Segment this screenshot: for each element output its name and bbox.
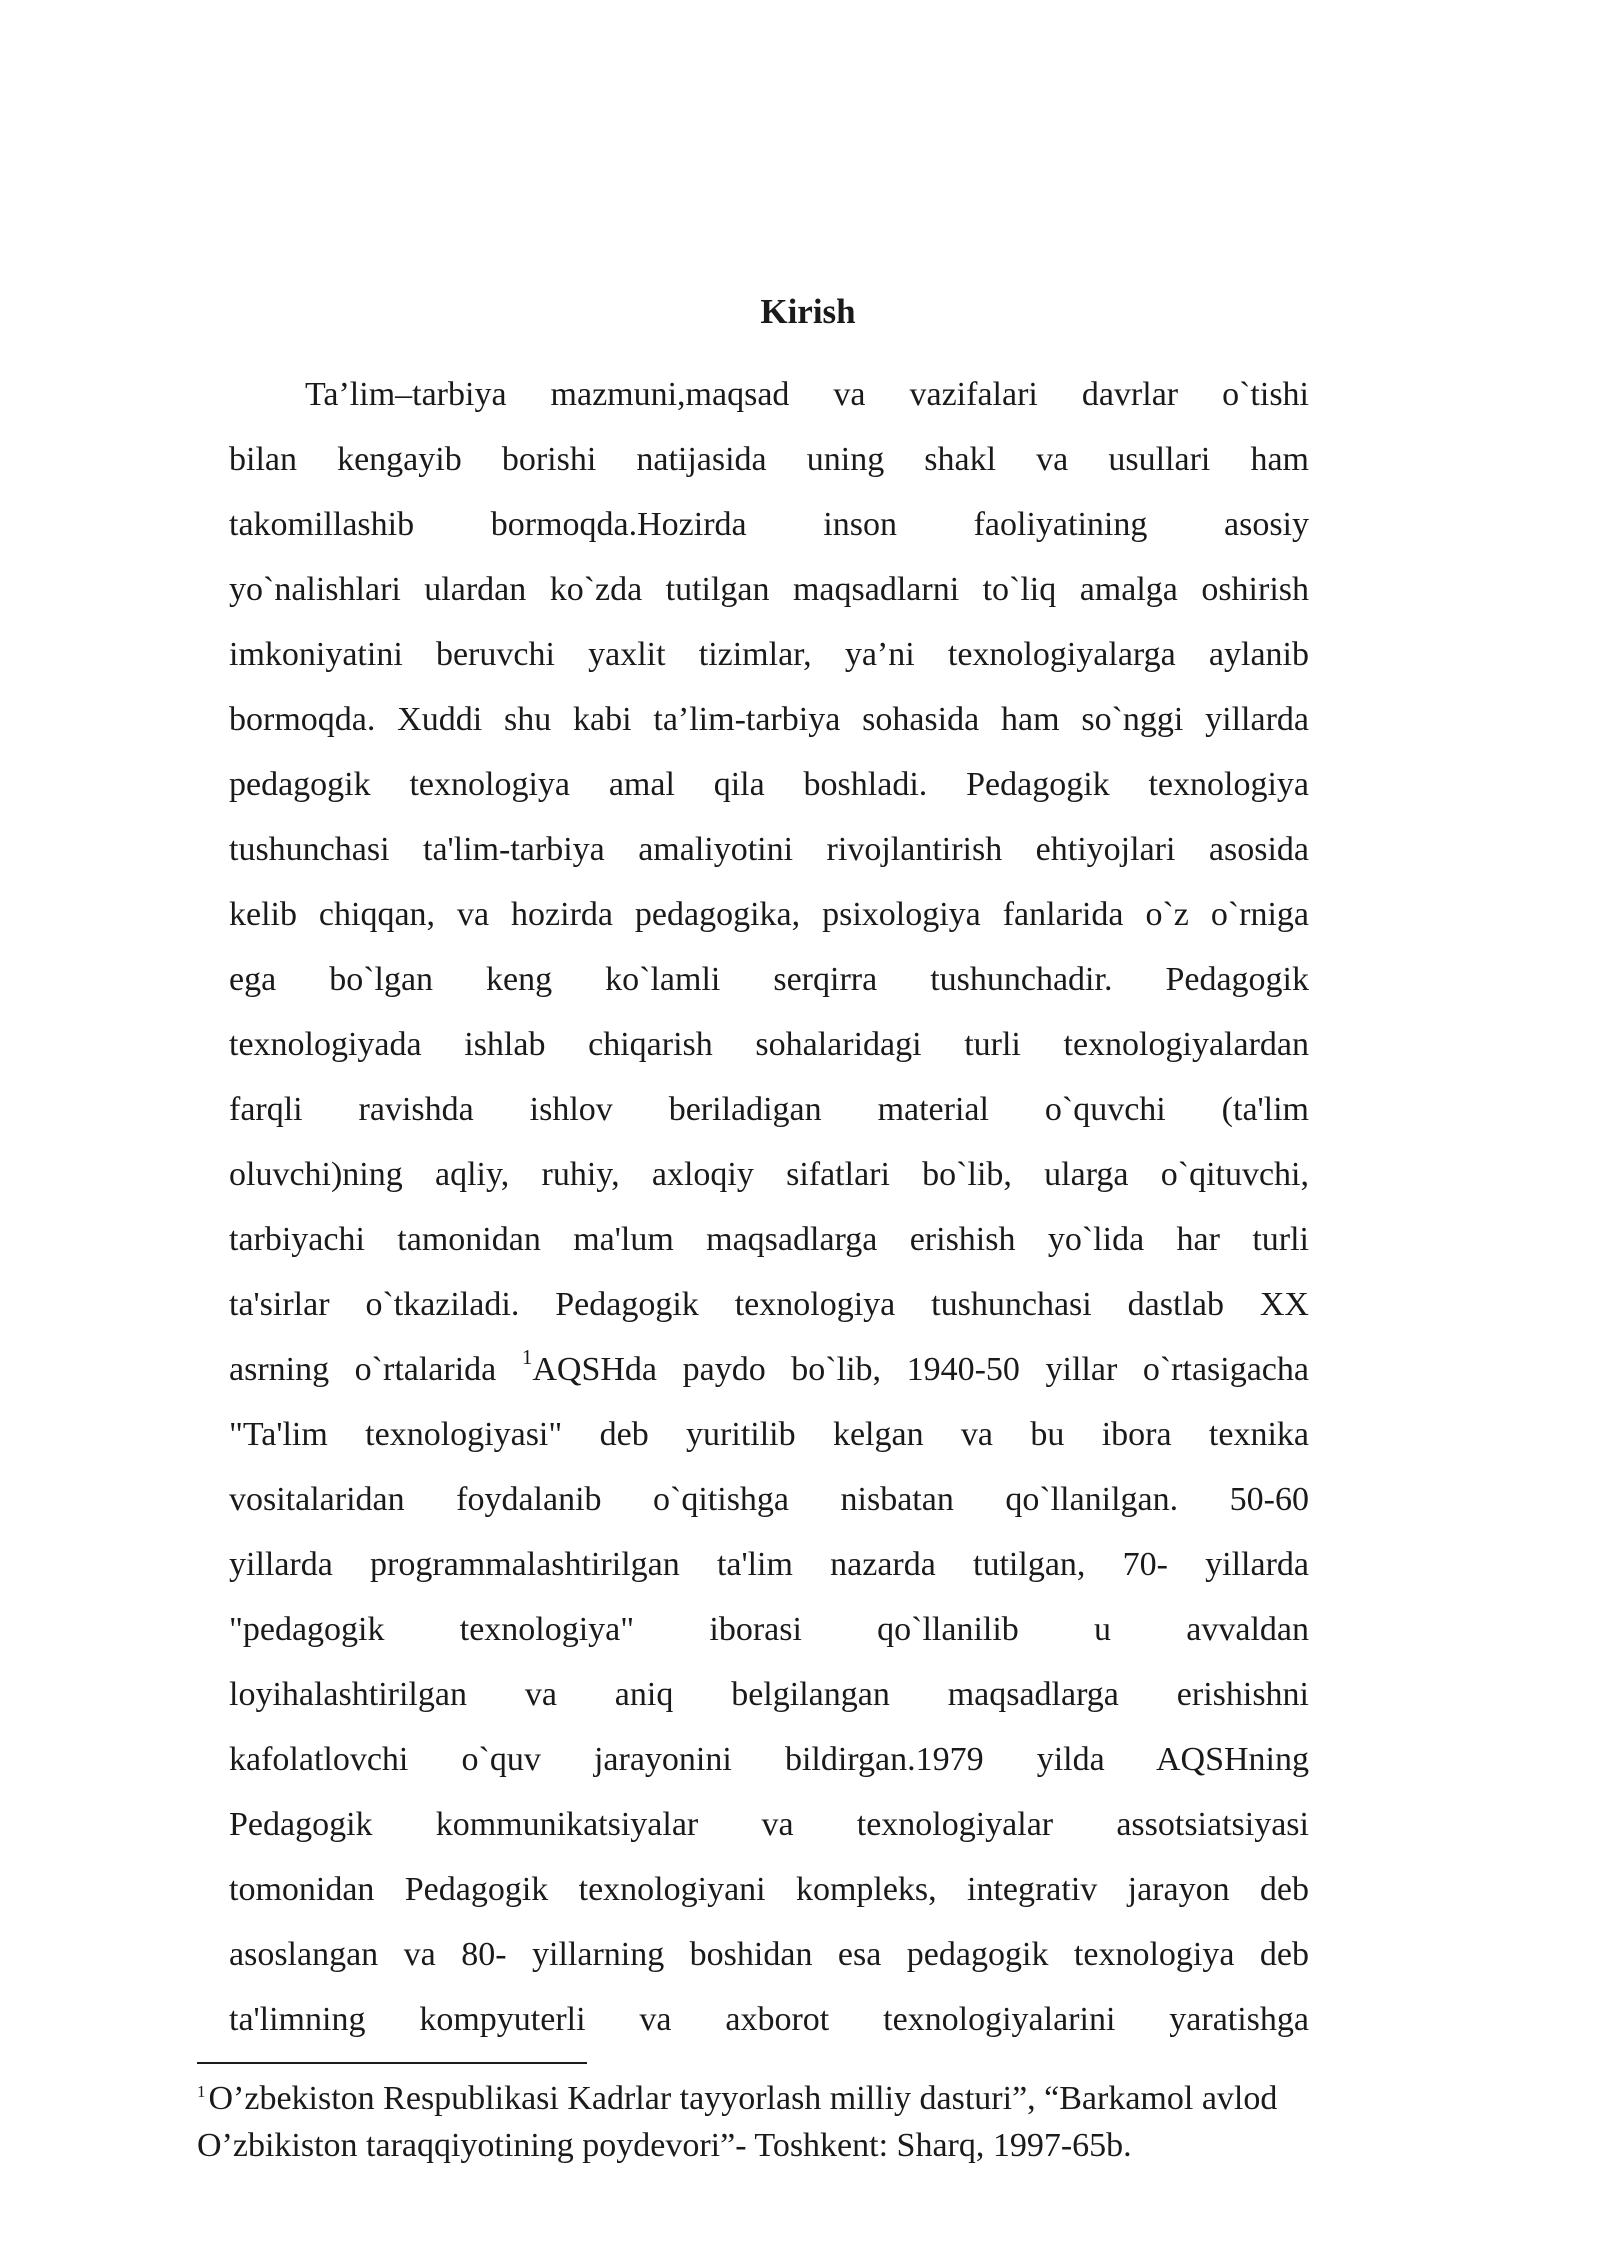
footnote-reference[interactable]: 1 <box>521 1344 533 1369</box>
body-line: tushunchasi ta'lim-tarbiya amaliyotini rivojlantirish ehtiyojlari asosida <box>229 831 1309 868</box>
body-line: oluvchi)ning aqliy, ruhiy, axloqiy sifatlari bo`lib, ularga o`qituvchi, <box>229 1156 1309 1193</box>
body-line: Ta’lim–tarbiya mazmuni,maqsad va vazifalari davrlar o`tishi <box>305 376 1309 413</box>
body-text <box>229 362 1309 2052</box>
body-line: tomonidan Pedagogik texnologiyani kompleks, integrativ jarayon deb <box>229 1871 1309 1908</box>
body-line-text: asrning o`rtalarida <box>229 1351 522 1388</box>
body-line: vositalaridan foydalanib o`qitishga nisbatan qo`llanilgan. 50-60 <box>229 1481 1309 1518</box>
body-line-with-footnote-ref <box>229 1337 1309 1402</box>
body-line: yillarda programmalashtirilgan ta'lim nazarda tutilgan, 70- yillarda <box>229 1546 1309 1583</box>
body-line: "Ta'lim texnologiyasi" deb yuritilib kelgan va bu ibora texnika <box>229 1416 1309 1453</box>
body-line-text: AQSHda paydo bo`lib, 1940-50 yillar o`rtasigacha <box>532 1351 1309 1388</box>
body-line: pedagogik texnologiya amal qila boshladi. Pedagogik texnologiya <box>229 766 1309 803</box>
body-line: farqli ravishda ishlov beriladigan material o`quvchi (ta'lim <box>229 1091 1309 1128</box>
footnote-text: O’zbekiston Respublikasi Kadrlar tayyorlash milliy dasturi”, “Barkamol avlod <box>208 2080 1278 2117</box>
body-line: asoslangan va 80- yillarning boshidan esa pedagogik texnologiya deb <box>229 1936 1309 1973</box>
footnote-line <box>197 2075 1417 2122</box>
body-line: tarbiyachi tamonidan ma'lum maqsadlarga erishish yo`lida har turli <box>229 1221 1309 1258</box>
body-line: "pedagogik texnologiya" iborasi qo`llanilib u avvaldan <box>229 1611 1309 1648</box>
body-line: kafolatlovchi o`quv jarayonini bildirgan.1979 yilda AQSHning <box>229 1741 1309 1778</box>
footnote-mark: 1 <box>197 2081 206 2101</box>
body-line: imkoniyatini beruvchi yaxlit tizimlar, ya’ni texnologiyalarga aylanib <box>229 636 1309 673</box>
body-line: takomillashib bormoqda.Hozirda inson faoliyatining asosiy <box>229 506 1309 543</box>
body-line: loyihalashtirilgan va aniq belgilangan maqsadlarga erishishni <box>229 1676 1309 1713</box>
page-title: Kirish <box>760 292 856 331</box>
body-line: Pedagogik kommunikatsiyalar va texnologiyalar assotsiatsiyasi <box>229 1806 1309 1843</box>
body-line: ega bo`lgan keng ko`lamli serqirra tushunchadir. Pedagogik <box>229 961 1309 998</box>
body-line: ta'limning kompyuterli va axborot texnologiyalarini yaratishga <box>229 2001 1309 2038</box>
body-line: bilan kengayib borishi natijasida uning shakl va usullari ham <box>229 441 1309 478</box>
body-line: bormoqda. Xuddi shu kabi ta’lim-tarbiya sohasida ham so`nggi yillarda <box>229 701 1309 738</box>
footnote <box>197 2075 1417 2169</box>
body-line: ta'sirlar o`tkaziladi. Pedagogik texnologiya tushunchasi dastlab XX <box>229 1286 1309 1323</box>
body-line: texnologiyada ishlab chiqarish sohalaridagi turli texnologiyalardan <box>229 1026 1309 1063</box>
footnote-line: O’zbikiston taraqqiyotining poydevori”- Toshkent: Sharq, 1997-65b. <box>197 2127 1132 2164</box>
body-line: kelib chiqqan, va hozirda pedagogika, psixologiya fanlarida o`z o`rniga <box>229 896 1309 933</box>
footnote-separator <box>197 2062 587 2064</box>
body-line: yo`nalishlari ulardan ko`zda tutilgan maqsadlarni to`liq amalga oshirish <box>229 571 1309 608</box>
